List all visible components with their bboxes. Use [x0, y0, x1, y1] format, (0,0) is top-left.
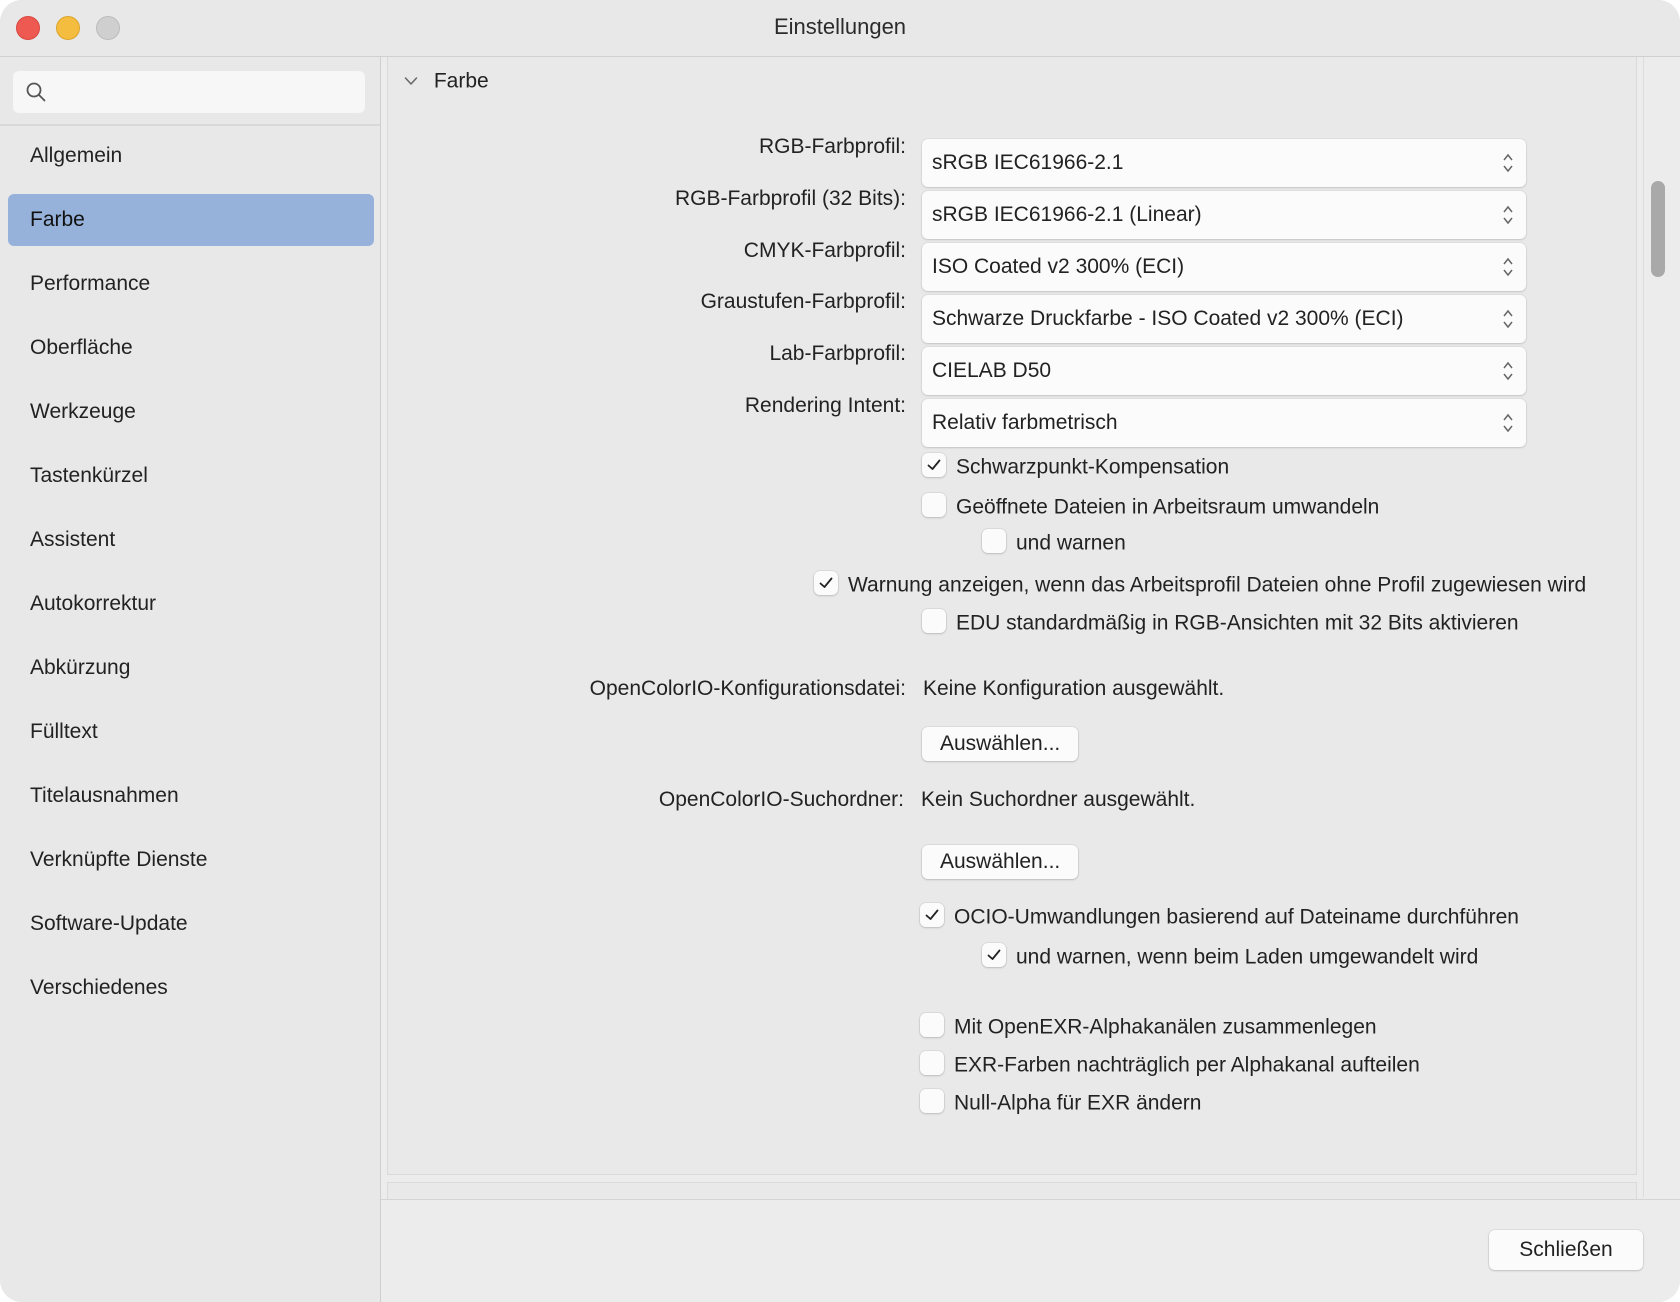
checkbox-label: Schwarzpunkt-Kompensation: [956, 455, 1230, 479]
sidebar-item-fuelltext[interactable]: Fülltext: [30, 720, 98, 743]
scrollbar-thumb[interactable]: [1651, 181, 1665, 277]
close-button[interactable]: Schließen: [1489, 1230, 1643, 1270]
sidebar-item-software-update[interactable]: Software-Update: [30, 912, 188, 935]
ocio-search-choose-button[interactable]: Auswählen...: [922, 845, 1078, 879]
checkbox-box[interactable]: [814, 571, 838, 595]
ocio-convert-checkbox[interactable]: [920, 902, 1519, 932]
grayscale-profile-popup[interactable]: [922, 295, 1526, 343]
sidebar-item-allgemein[interactable]: Allgemein: [30, 144, 123, 167]
sidebar-item-tastenkuerzel[interactable]: Tastenkürzel: [30, 464, 148, 487]
checkbox-box[interactable]: [920, 903, 944, 927]
rgb-profile-label: RGB-Farbprofil:: [758, 135, 906, 158]
footer-bar: [381, 1199, 1680, 1302]
sidebar-item-oberflaeche[interactable]: Oberfläche: [30, 336, 133, 359]
rgb32-profile-label: RGB-Farbprofil (32 Bits):: [674, 187, 906, 210]
sidebar-list: [8, 130, 374, 1026]
lab-profile-popup[interactable]: [922, 347, 1526, 395]
checkbox-box[interactable]: [920, 1089, 944, 1113]
title-bar: [0, 0, 1680, 57]
up-down-arrows-icon: [1502, 359, 1514, 383]
rgb32-profile-value: sRGB IEC61966-2.1 (Linear): [932, 203, 1202, 226]
checkbox-label: EXR-Farben nachträglich per Alphakanal aufteilen: [954, 1053, 1420, 1077]
sidebar-item-farbe[interactable]: Farbe: [8, 194, 374, 246]
color-settings-card: [387, 57, 1637, 1175]
search-input[interactable]: [57, 77, 357, 109]
convert-and-warn-checkbox[interactable]: [982, 528, 1126, 558]
checkbox-box[interactable]: [922, 453, 946, 477]
checkbox-box[interactable]: [982, 529, 1006, 553]
edu-default-checkbox[interactable]: [922, 608, 1519, 638]
checkmark-icon: [926, 457, 942, 473]
ocio-config-label: OpenColorIO-Konfigurationsdatei:: [589, 677, 906, 700]
sidebar-item-titelausnahmen[interactable]: Titelausnahmen: [30, 784, 179, 807]
cmyk-profile-label: CMYK-Farbprofil:: [743, 239, 906, 262]
warn-unprofiled-checkbox[interactable]: [814, 570, 1586, 600]
cmyk-profile-popup[interactable]: [922, 243, 1526, 291]
sidebar-item-performance[interactable]: Performance: [30, 272, 151, 295]
search-icon: [25, 81, 47, 103]
up-down-arrows-icon: [1502, 307, 1514, 331]
checkbox-label: und warnen, wenn beim Laden umgewandelt wird: [1016, 945, 1479, 969]
rgb32-profile-popup[interactable]: [922, 191, 1526, 239]
up-down-arrows-icon: [1502, 411, 1514, 435]
checkbox-box[interactable]: [922, 493, 946, 517]
ocio-search-value: Kein Suchordner ausgewählt.: [921, 788, 1196, 811]
sidebar-item-werkzeuge[interactable]: Werkzeuge: [30, 400, 136, 423]
sidebar-divider: [0, 124, 380, 126]
checkbox-label: Null-Alpha für EXR ändern: [954, 1091, 1202, 1115]
checkbox-label: EDU standardmäßig in RGB-Ansichten mit 32 Bits aktivieren: [956, 611, 1519, 635]
up-down-arrows-icon: [1502, 151, 1514, 175]
ocio-config-value: Keine Konfiguration ausgewählt.: [923, 677, 1225, 700]
up-down-arrows-icon: [1502, 255, 1514, 279]
lab-profile-value: CIELAB D50: [932, 359, 1052, 382]
checkbox-label: OCIO-Umwandlungen basierend auf Dateiname durchführen: [954, 905, 1519, 929]
ocio-warn-checkbox[interactable]: [982, 942, 1478, 972]
black-point-compensation-checkbox[interactable]: [922, 452, 1229, 482]
checkbox-box[interactable]: [920, 1013, 944, 1037]
rendering-intent-label: Rendering Intent:: [744, 394, 906, 417]
sidebar-item-verknuepfte-dienste[interactable]: Verknüpfte Dienste: [30, 848, 208, 871]
checkbox-label: Mit OpenEXR-Alphakanälen zusammenlegen: [954, 1015, 1377, 1039]
lab-profile-label: Lab-Farbprofil:: [769, 342, 906, 365]
rgb-profile-popup[interactable]: [922, 139, 1526, 187]
checkbox-box[interactable]: [922, 609, 946, 633]
checkmark-icon: [818, 575, 834, 591]
ocio-config-choose-button[interactable]: Auswählen...: [922, 727, 1078, 761]
checkbox-box[interactable]: [982, 943, 1006, 967]
exr-merge-alpha-checkbox[interactable]: [920, 1012, 1377, 1042]
checkmark-icon: [986, 947, 1002, 963]
sidebar-item-assistent[interactable]: Assistent: [30, 528, 116, 551]
checkbox-box[interactable]: [920, 1051, 944, 1075]
sidebar-item-abkuerzung[interactable]: Abkürzung: [30, 656, 131, 679]
rendering-intent-popup[interactable]: [922, 399, 1526, 447]
sidebar: [0, 57, 381, 1302]
window-title: Einstellungen: [773, 14, 907, 39]
rendering-intent-value: Relativ farbmetrisch: [932, 411, 1118, 434]
main-panel: [381, 57, 1680, 1302]
grayscale-profile-label: Graustufen-Farbprofil:: [700, 290, 906, 313]
checkbox-label: Geöffnete Dateien in Arbeitsraum umwandeln: [956, 495, 1380, 519]
convert-open-files-checkbox[interactable]: [922, 492, 1379, 522]
exr-split-colors-checkbox[interactable]: [920, 1050, 1420, 1080]
rgb-profile-value: sRGB IEC61966-2.1: [932, 151, 1124, 174]
up-down-arrows-icon: [1502, 203, 1514, 227]
label-column: [388, 57, 906, 1174]
checkbox-label: Warnung anzeigen, wenn das Arbeitsprofil Dateien ohne Profil zugewiesen wird: [848, 573, 1587, 597]
sidebar-item-autokorrektur[interactable]: Autokorrektur: [30, 592, 157, 615]
sidebar-item-verschiedenes[interactable]: Verschiedenes: [30, 976, 168, 999]
checkbox-label: und warnen: [1016, 531, 1126, 555]
grayscale-profile-value: Schwarze Druckfarbe - ISO Coated v2 300% (ECI): [932, 307, 1404, 330]
ocio-search-label: OpenColorIO-Suchordner:: [658, 788, 904, 811]
checkmark-icon: [924, 907, 940, 923]
search-field[interactable]: [13, 71, 365, 113]
section-title: Farbe: [433, 69, 489, 93]
cmyk-profile-value: ISO Coated v2 300% (ECI): [932, 255, 1185, 278]
exr-null-alpha-checkbox[interactable]: [920, 1088, 1201, 1118]
